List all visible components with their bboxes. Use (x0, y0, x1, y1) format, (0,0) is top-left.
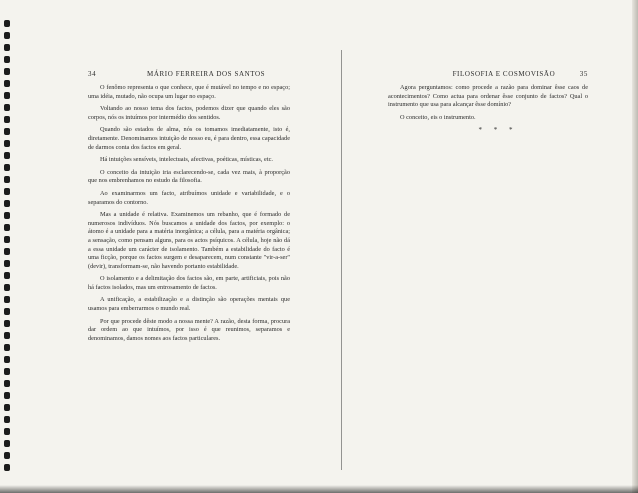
binding-hole (4, 200, 10, 207)
binding-hole (4, 104, 10, 111)
binding-hole (4, 332, 10, 339)
left-paragraph: O isolamento e a delimitação dos factos são, em parte, artificiais, pois não há factos isolados, mas um entrosamento de factos. (88, 275, 290, 291)
binding-hole (4, 464, 10, 471)
left-page-header (88, 70, 290, 78)
right-page-body (388, 84, 588, 134)
binding-hole (4, 380, 10, 387)
binding-hole (4, 92, 10, 99)
binding-hole (4, 176, 10, 183)
binding-hole (4, 404, 10, 411)
left-page-number: 34 (88, 70, 97, 78)
binding-hole (4, 416, 10, 423)
binding-hole (4, 224, 10, 231)
binding-hole (4, 368, 10, 375)
binding-hole (4, 152, 10, 159)
binding-hole (4, 272, 10, 279)
binding-hole (4, 344, 10, 351)
scan-bottom-shadow (0, 485, 638, 493)
binding-hole (4, 260, 10, 267)
right-page-number: 35 (579, 70, 588, 78)
binding-hole (4, 236, 10, 243)
left-running-head: MÁRIO FERREIRA DOS SANTOS (147, 70, 266, 78)
binding-hole (4, 68, 10, 75)
left-paragraph: O fenômo representa o que conhece, que é mutável no tempo e no espaço; uma idéia, mutado, não ocupa um lugar no espaço. (88, 84, 290, 100)
right-page-header (388, 70, 588, 78)
left-paragraph: O conceito da intuição iria esclarecendo-se, cada vez mais, à proporção que nos embrenhamos no estudo da filosofia. (88, 168, 290, 185)
binding-hole (4, 284, 10, 291)
binding-hole (4, 164, 10, 171)
binding-hole (4, 116, 10, 123)
binding-hole (4, 452, 10, 459)
binding-hole (4, 248, 10, 255)
right-paragraph: O conceito, eis o instrumento. (400, 113, 476, 121)
binding-hole (4, 128, 10, 135)
binding-hole (4, 356, 10, 363)
left-paragraph: Há intuições sensíveis, intelectuais, afectivas, poéticas, místicas, etc. (100, 156, 273, 164)
binding-hole (4, 32, 10, 39)
right-running-head: FILOSOFIA E COSMOVISÃO (452, 70, 556, 78)
left-paragraph: Por que procede dêste modo a nossa mente? A razão, desta forma, procura dar ordem ao que intuímos, por isso é que reunimos, separamos e denominamos, damos nomes aos factos particulares. (88, 317, 290, 342)
page-gutter (341, 50, 342, 470)
binding-hole (4, 308, 10, 315)
left-paragraph: Mas a unidade é relativa. Examinemos um rebanho, que é formado de numerosos indivíduos. Nós buscamos a unidade dos factos, por exemplo: o átomo é a unidade para a matéria inorgânica; a célula, para a matéria orgânica; a sensação, como pensam alguns, para os actos psíquicos. A célula, hoje não dá a essa unidade um carácter de isolamento. Também a estabilidade do facto é uma ficção, porque os factos surgem e desaparecem, num constante "vir-a-ser" (devir), transformam-se, não havendo portanto estabilidade. (88, 211, 290, 270)
left-page (88, 70, 290, 347)
left-page-body (88, 84, 290, 343)
left-paragraph: Voltando ao nosso tema dos factos, podemos dizer que quando eles são corpos, nós os intuímos por intermédio dos sentidos. (88, 105, 290, 121)
binding-hole (4, 440, 10, 447)
page-edge-shadow (632, 0, 638, 493)
binding-hole (4, 140, 10, 147)
right-page (388, 70, 588, 134)
binding-hole (4, 20, 10, 27)
binding-hole (4, 188, 10, 195)
left-paragraph: A unificação, a estabilização e a distinção são operações mentais que usamos para emberrarmos o mundo real. (88, 296, 290, 313)
binding-hole (4, 44, 10, 51)
binding-hole (4, 80, 10, 87)
right-paragraph: Agora perguntamos: como procede a razão para dominar êsse caos de acontecimentos? Como actua para ordenar êsse conjunto de factos? Qual o instrumento que usa para alcançar êsse domínio? (388, 84, 588, 109)
binding-hole (4, 212, 10, 219)
section-ornament: * * * (478, 126, 518, 135)
binding-hole (4, 56, 10, 63)
left-paragraph: Ao examinarmos um facto, atribuímos unidade e variabilidade, e o separamos do contorno. (88, 189, 290, 206)
binding-hole (4, 296, 10, 303)
binding-hole (4, 428, 10, 435)
binding-hole (4, 320, 10, 327)
binding-holes (0, 20, 14, 480)
left-paragraph: Quando são estados de alma, nós os tomamos imediatamente, isto é, diretamente. Denominamos intuição de nosso eu, é para dentro, essa capacidade de darmos conta dos factos em geral. (88, 126, 290, 151)
binding-hole (4, 392, 10, 399)
